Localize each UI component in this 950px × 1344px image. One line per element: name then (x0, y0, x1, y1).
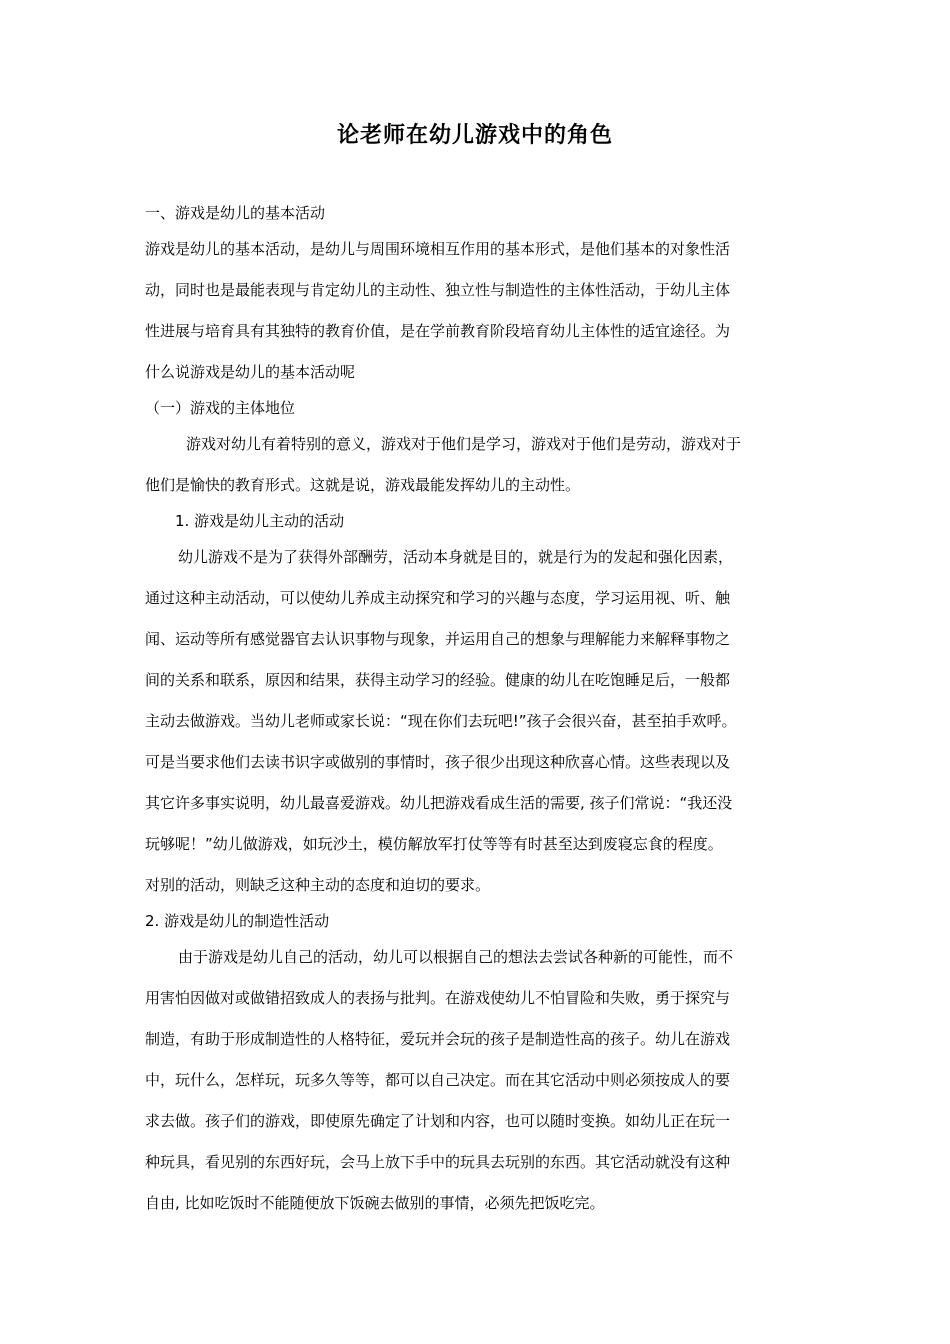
heading-section-1: 一、游戏是幼儿的基本活动 (145, 204, 326, 222)
paragraph-line: 制造，有助于形成制造性的人格特征，爱玩并会玩的孩子是制造性高的孩子。幼儿在游戏 (145, 1030, 731, 1048)
paragraph-line: 间的关系和联系，原因和结果，获得主动学习的经验。健康的幼儿在吃饱睡足后，一般都 (145, 671, 731, 689)
paragraph-line: 可是当要求他们去读书识字或做别的事情时，孩子很少出现这种欣喜心情。这些表现以及 (145, 753, 731, 771)
paragraph-line: 什么说游戏是幼儿的基本活动呢 (145, 363, 356, 381)
paragraph-line: 由于游戏是幼儿自己的活动，幼儿可以根据自己的想法去尝试各种新的可能性，而不 (178, 948, 734, 966)
paragraph-line: 性进展与培育具有其独特的教育价值，是在学前教育阶段培育幼儿主体性的适宜途径。为 (145, 322, 731, 340)
paragraph-line: 闻、运动等所有感觉器官去认识事物与现象，并运用自己的想象与理解能力来解释事物之 (145, 630, 731, 648)
paragraph-line: 用害怕因做对或做错招致成人的表扬与批判。在游戏使幼儿不怕冒险和失败，勇于探究与 (145, 989, 731, 1007)
paragraph-line: 对别的活动，则缺乏这种主动的态度和迫切的要求。 (145, 876, 491, 894)
paragraph-line: 其它许多事实说明，幼儿最喜爱游戏。幼儿把游戏看成生活的需要, 孩子们常说：“我还没 (145, 794, 733, 812)
paragraph-line: 游戏是幼儿的基本活动，是幼儿与周围环境相互作用的基本形式，是他们基本的对象性活 (145, 240, 731, 258)
paragraph-line: 他们是愉快的教育形式。这就是说，游戏最能发挥幼儿的主动性。 (145, 476, 581, 494)
heading-subsection-1: （一）游戏的主体地位 (145, 399, 296, 417)
paragraph-line: 求去做。孩子们的游戏，即使原先确定了计划和内容，也可以随时变换。如幼儿正在玩一 (145, 1112, 731, 1130)
heading-point-1: 1. 游戏是幼儿主动的活动 (175, 512, 345, 530)
paragraph-line: 玩够呢！”幼儿做游戏，如玩沙土，模仿解放军打仗等等有时甚至达到废寝忘食的程度。 (145, 835, 723, 853)
paragraph-line: 中，玩什么，怎样玩，玩多久等等，都可以自己决定。而在其它活动中则必须按成人的要 (145, 1071, 731, 1089)
paragraph-line: 主动去做游戏。当幼儿老师或家长说：“现在你们去玩吧!”孩子会很兴奋，甚至拍手欢呼。 (145, 712, 737, 730)
paragraph-line: 幼儿游戏不是为了获得外部酬劳，活动本身就是目的，就是行为的发起和强化因素， (178, 548, 734, 566)
paragraph-line: 通过这种主动活动，可以使幼儿养成主动探究和学习的兴趣与态度，学习运用视、听、触 (145, 589, 731, 607)
document-title: 论老师在幼儿游戏中的角色 (336, 123, 613, 148)
heading-point-2: 2. 游戏是幼儿的制造性活动 (145, 912, 330, 930)
paragraph-line: 动，同时也是最能表现与肯定幼儿的主动性、独立性与制造性的主体性活动，于幼儿主体 (145, 281, 731, 299)
paragraph-line: 自由, 比如吃饭时不能随便放下饭碗去做别的事情，必须先把饭吃完。 (145, 1194, 605, 1212)
paragraph-line: 种玩具，看见别的东西好玩，会马上放下手中的玩具去玩别的东西。其它活动就没有这种 (145, 1153, 731, 1171)
paragraph-line: 游戏对幼儿有着特别的意义，游戏对于他们是学习，游戏对于他们是劳动，游戏对于 (186, 435, 742, 453)
